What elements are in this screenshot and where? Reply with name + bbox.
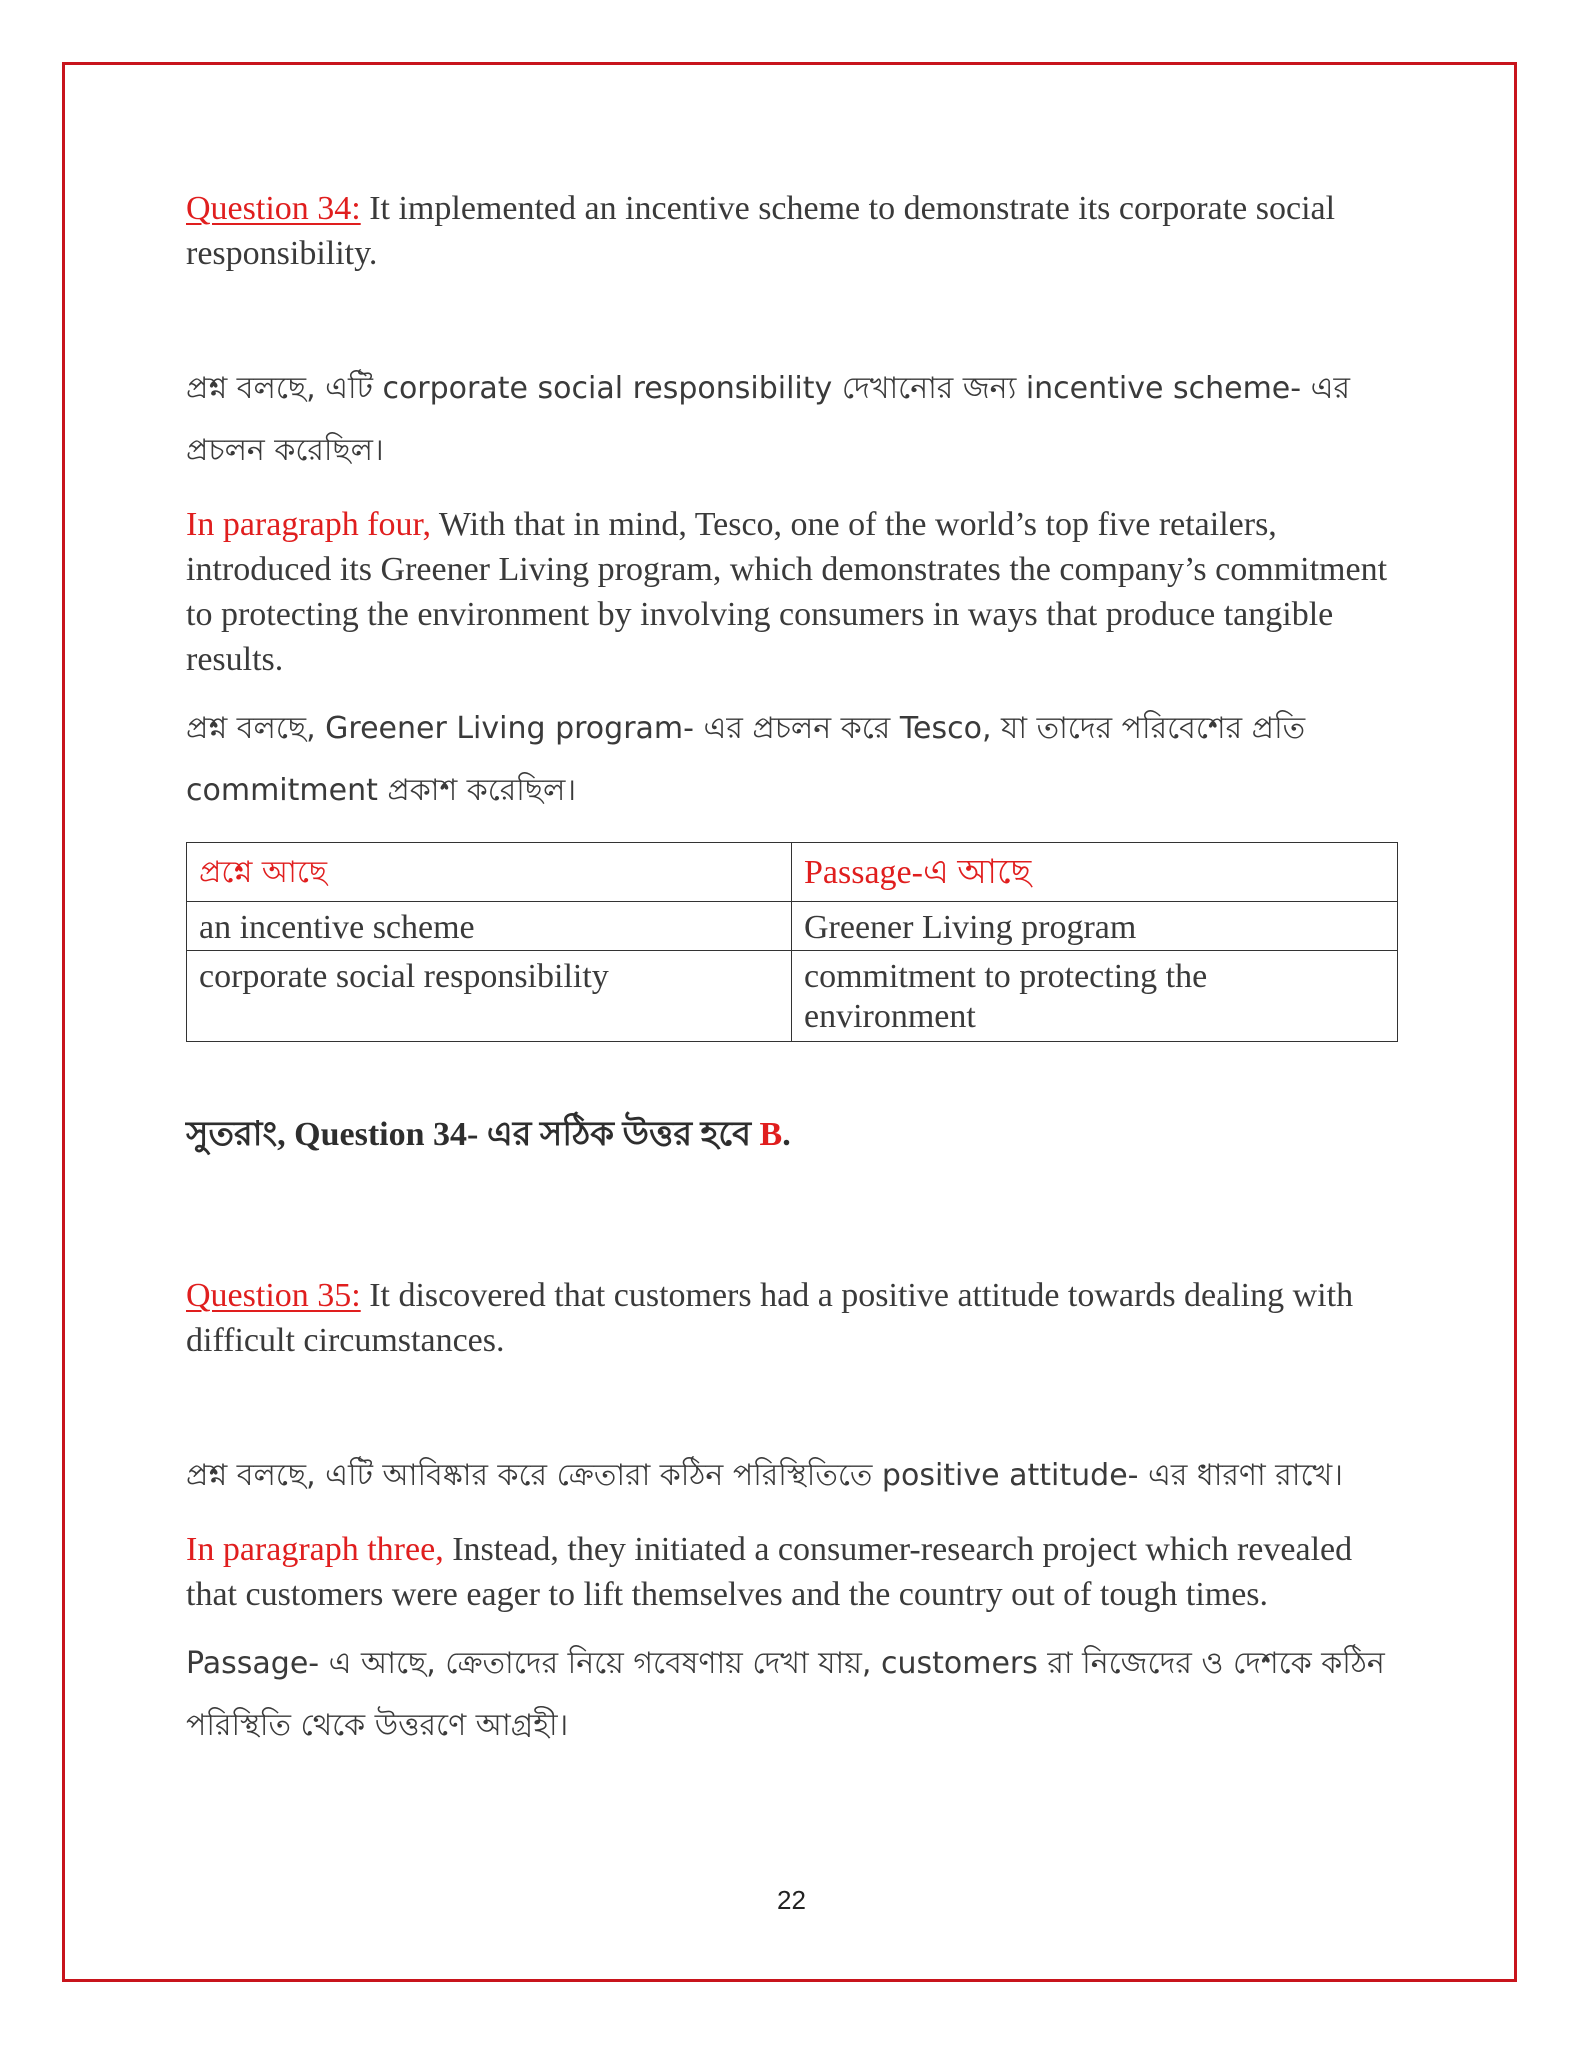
question-35-text: It discovered that customers had a positive attitude towards dealing with difficult circumstances. [186, 1277, 1354, 1359]
question-34-text: It implemented an incentive scheme to demonstrate its corporate social responsibility. [186, 190, 1336, 272]
page-content [186, 186, 1396, 1757]
q35-bangla-explanation-2: Passage- এ আছে, ক্রেতাদের নিয়ে গবেষণায় দেখা যায়, customers রা নিজেদের ও দেশকে কঠিন পরিস্থিতি থেকে উত্তরণে আগ্রহী। [186, 1646, 1385, 1743]
q34-answer-period: . [782, 1116, 791, 1153]
q34-paragraph-ref: In paragraph four, [186, 506, 432, 543]
question-35 [186, 1273, 1396, 1363]
table-cell: corporate social responsibility [187, 951, 792, 1042]
q34-answer-letter: B [759, 1116, 783, 1153]
q34-paragraph-text: With that in mind, Tesco, one of the world’s top five retailers, introduced its Greener Living program, which demonstrates the company’s commitment to protecting the environment by involving consumers in ways that produce tangible results. [186, 506, 1388, 678]
q34-bangla-explanation-2: প্রশ্ন বলছে, Greener Living program- এর প্রচলন করে Tesco, যা তাদের পরিবেশের প্রতি commitment প্রকাশ করেছিল। [186, 711, 1306, 808]
table-header-passage: Passage-এ আছে [792, 843, 1398, 902]
q35-paragraph-text: Instead, they initiated a consumer-research project which revealed that customers were eager to lift themselves and the country out of tough times. [186, 1531, 1353, 1613]
page-number: 22 [777, 1885, 806, 1915]
question-34-label: Question 34: [186, 190, 361, 227]
table-row [187, 951, 1398, 1042]
q34-passage-quote [186, 502, 1396, 682]
q34-bangla-explanation: প্রশ্ন বলছে, এটি corporate social responsibility দেখানোর জন্য incentive scheme- এর প্রচলন করেছিল। [186, 371, 1350, 468]
table-row [187, 902, 1398, 951]
table-cell: Greener Living program [792, 902, 1398, 951]
q35-bangla-explanation: প্রশ্ন বলছে, এটি আবিষ্কার করে ক্রেতারা কঠিন পরিস্থিতিতে positive attitude- এর ধারণা রাখে। [186, 1458, 1343, 1493]
table-header-question: প্রশ্নে আছে [187, 843, 792, 902]
table-cell: commitment to protecting the environment [792, 951, 1398, 1042]
question-34 [186, 186, 1396, 276]
q34-answer-prefix: সুতরাং, Question 34- এর সঠিক উত্তর হবে [186, 1116, 752, 1153]
q35-passage-quote [186, 1527, 1396, 1617]
question-35-label: Question 35: [186, 1277, 361, 1314]
q35-paragraph-ref: In paragraph three, [186, 1531, 444, 1568]
q34-answer [186, 1112, 1396, 1157]
comparison-table [186, 842, 1398, 1042]
table-cell: an incentive scheme [187, 902, 792, 951]
table-header-row [187, 843, 1398, 902]
